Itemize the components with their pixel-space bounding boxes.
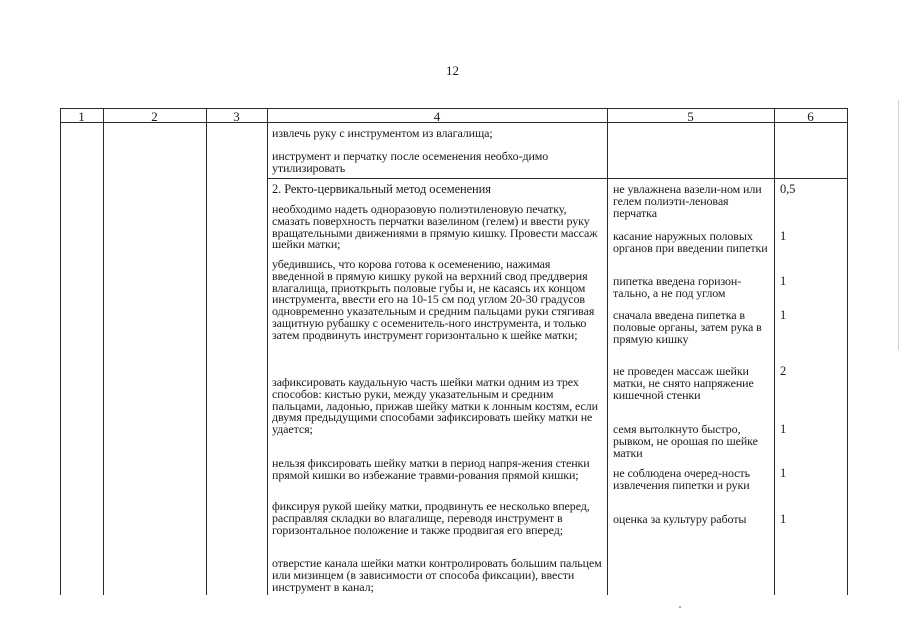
score-value: 1 [780, 274, 787, 288]
header-col-5: 5 [687, 109, 694, 124]
error-description: семя вытолкнуто быстро, рывком, не орошая по шейке матки [613, 422, 758, 460]
row1-col4-item: инструмент и перчатку после осеменения необхо-димо утилизировать [272, 149, 549, 175]
row2-col4-item: фиксируя рукой шейку матки, продвинуть ее несколько вперед, расправляя складки во влагалище, переводя инструмент в горизонтальное положение и также продвигая его вперед; [272, 499, 590, 537]
header-col-4: 4 [433, 109, 441, 124]
score-value: 1 [780, 466, 787, 480]
row2-col4-item: необходимо надеть одноразовую полиэтиленовую печатку, смазать поверхность перчатки вазелином (гелем) и ввести руку вращательными движениями в прямую кишку. Провести массаж шейки матки; [272, 202, 598, 252]
row2-col4-item: зафиксировать каудальную часть шейки матки одним из трех способов: кистью руки, между указательным и средним пальцами, ладонью, прижав шейку матки к лонным костям, если двумя предыдущими способами зафиксировать шейку матки не удается; [272, 375, 598, 437]
error-description: оценка за культуру работы [613, 512, 747, 526]
row2-col4-item: убедившись, что корова готова к осеменению, нажимая введенной в прямую кишку рукой на верхний свод преддверия влагалища, приоткрыть половые губы и, не касаясь их концом инструмента, ввести его на 10-15 см под углом 20-30 градусов одновременно указательным и средним пальцами руки стягивая защитную рубашку с осеменитель-ного инструмента, и только затем продвинуть инструмент горизонтально к шейке матки; [272, 257, 595, 342]
section-title: 2. Ректо-цервикальный метод осеменения [272, 182, 491, 196]
header-col-6: 6 [807, 109, 814, 124]
row2-col4-item: отверстие канала шейки матки контролировать большим пальцем или мизинцем (в зависимости от способа фиксации), ввести инструмент в канал; [272, 556, 602, 594]
header-col-2: 2 [151, 109, 158, 124]
error-description: сначала введена пипетка в половые органы, затем рука в прямую кишку [613, 308, 762, 346]
error-description: не увлажнена вазели-ном или гелем полиэти-леновая перчатка [613, 182, 762, 220]
score-value: 1 [780, 512, 787, 526]
row2-col4-item: нельзя фиксировать шейку матки в период напря-жения стенки прямой кишки во избежание травми-рования прямой кишки; [272, 456, 590, 482]
score-value: 0,5 [780, 182, 796, 196]
header-col-1: 1 [78, 109, 85, 124]
error-description: не соблюдена очеред-ность извлечения пипетки и руки [613, 466, 750, 492]
header-col-3: 3 [233, 109, 240, 124]
score-value: 1 [780, 308, 787, 322]
score-value: 1 [780, 422, 787, 436]
error-description: касание наружных половых органов при введении пипетки [613, 229, 768, 255]
score-value: 2 [780, 364, 787, 378]
row1-col4-item: извлечь руку с инструментом из влагалища; [272, 126, 493, 140]
score-value: 1 [780, 229, 787, 243]
page-number: 12 [446, 63, 459, 78]
error-description: не проведен массаж шейки матки, не снято напряжение кишечной стенки [613, 364, 754, 402]
error-description: пипетка введена горизон-тально, а не под углом [613, 274, 742, 300]
